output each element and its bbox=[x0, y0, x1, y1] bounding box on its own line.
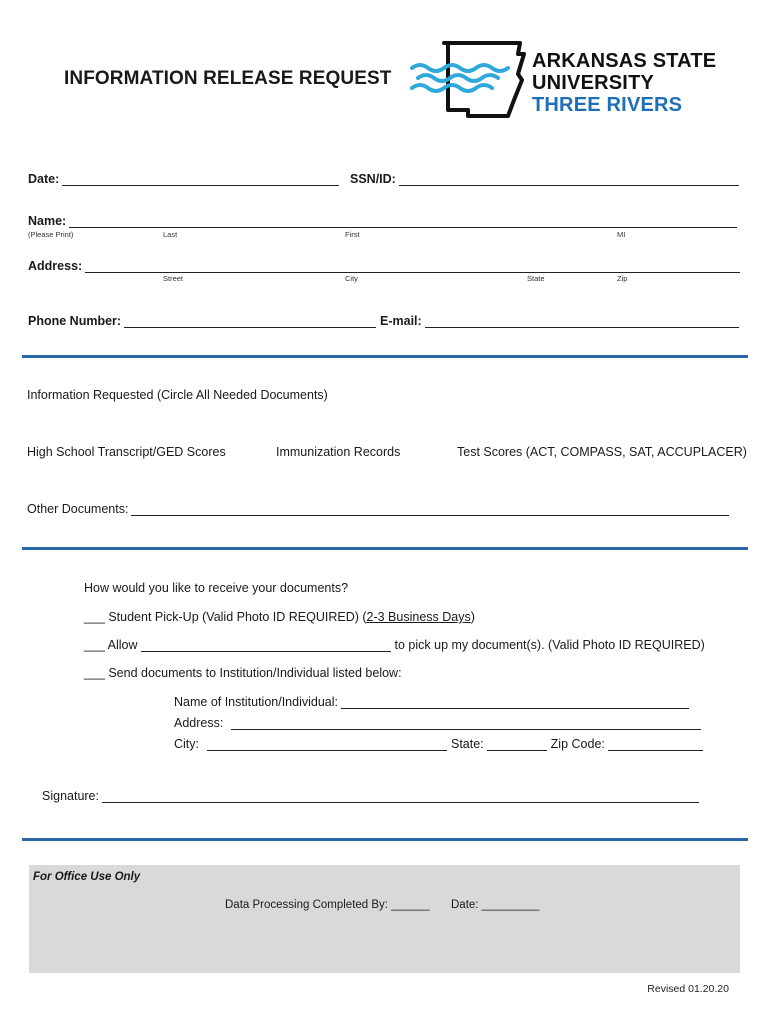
signature-label: Signature: bbox=[42, 789, 99, 803]
section-divider-2 bbox=[22, 547, 748, 550]
office-use-title: For Office Use Only bbox=[33, 871, 141, 883]
allow-suffix: to pick up my document(s). (Valid Photo ID REQUIRED) bbox=[394, 638, 705, 652]
institution-city-row bbox=[174, 737, 703, 751]
other-documents-row bbox=[27, 502, 729, 516]
ssn-label: SSN/ID: bbox=[350, 172, 396, 186]
pickup-suffix: ) bbox=[470, 610, 475, 624]
info-requested-heading: Information Requested (Circle All Needed Documents) bbox=[27, 388, 328, 402]
date-field-row bbox=[28, 172, 339, 186]
logo-line-3: THREE RIVERS bbox=[532, 94, 683, 116]
institution-city-label: City: bbox=[174, 737, 199, 751]
office-processing-field[interactable]: Data Processing Completed By: ______ bbox=[225, 899, 430, 911]
other-documents-label: Other Documents: bbox=[27, 502, 129, 516]
option-test-scores[interactable]: Test Scores (ACT, COMPASS, SAT, ACCUPLACER) bbox=[457, 445, 747, 459]
office-date-field[interactable]: Date: _________ bbox=[451, 899, 540, 911]
address-sub-city: City bbox=[345, 274, 358, 283]
email-label: E-mail: bbox=[380, 314, 422, 328]
signature-input-line[interactable] bbox=[102, 790, 699, 803]
form-title: INFORMATION RELEASE REQUEST bbox=[64, 68, 392, 89]
name-label: Name: bbox=[28, 214, 67, 228]
other-documents-input-line[interactable] bbox=[131, 503, 729, 516]
option-allow[interactable] bbox=[84, 638, 705, 652]
address-sub-state: State bbox=[527, 274, 545, 283]
pickup-days: 2-3 Business Days bbox=[366, 610, 471, 624]
institution-zip-input-line[interactable] bbox=[608, 738, 703, 751]
institution-zip-label: Zip Code: bbox=[550, 737, 605, 751]
email-input-line[interactable] bbox=[425, 315, 739, 328]
option-send-documents[interactable]: ___ Send documents to Institution/Individual listed below: bbox=[84, 666, 402, 680]
university-logo bbox=[408, 40, 748, 120]
arkansas-state-icon bbox=[408, 40, 532, 120]
institution-name-label: Name of Institution/Individual: bbox=[174, 695, 338, 709]
option-student-pickup[interactable] bbox=[84, 610, 475, 624]
institution-name-row bbox=[174, 695, 689, 709]
address-sub-street: Street bbox=[163, 274, 184, 283]
phone-field-row bbox=[28, 314, 376, 328]
name-sub-last: Last bbox=[163, 230, 178, 239]
name-sub-print: (Please Print) bbox=[28, 230, 74, 239]
name-input-line[interactable] bbox=[69, 215, 737, 228]
institution-address-row bbox=[174, 716, 701, 730]
section-divider-3 bbox=[22, 838, 748, 841]
institution-address-input-line[interactable] bbox=[231, 717, 701, 730]
pickup-prefix: ___ Student Pick-Up (Valid Photo ID REQUIRED) ( bbox=[84, 610, 367, 624]
ssn-input-line[interactable] bbox=[399, 173, 739, 186]
address-sub-zip: Zip bbox=[617, 274, 628, 283]
date-label: Date: bbox=[28, 172, 60, 186]
ssn-field-row bbox=[350, 172, 739, 186]
logo-line-2: UNIVERSITY bbox=[532, 72, 655, 94]
institution-city-input-line[interactable] bbox=[207, 738, 447, 751]
option-immunization[interactable]: Immunization Records bbox=[276, 445, 401, 459]
name-sub-first: First bbox=[345, 230, 360, 239]
address-label: Address: bbox=[28, 259, 83, 273]
institution-state-input-line[interactable] bbox=[487, 738, 547, 751]
institution-state-label: State: bbox=[451, 737, 484, 751]
logo-line-1: ARKANSAS STATE bbox=[532, 50, 717, 72]
phone-input-line[interactable] bbox=[124, 315, 376, 328]
allow-name-input-line[interactable] bbox=[141, 639, 391, 652]
section-divider-1 bbox=[22, 355, 748, 358]
institution-address-label: Address: bbox=[174, 716, 224, 730]
name-sub-mi: MI bbox=[617, 230, 626, 239]
email-field-row bbox=[380, 314, 739, 328]
option-transcript[interactable]: High School Transcript/GED Scores bbox=[27, 445, 226, 459]
institution-name-input-line[interactable] bbox=[341, 696, 689, 709]
signature-row bbox=[42, 789, 699, 803]
allow-prefix: ___ Allow bbox=[84, 638, 138, 652]
revised-date: Revised 01.20.20 bbox=[647, 983, 729, 995]
receive-question: How would you like to receive your documents? bbox=[84, 581, 349, 595]
logo-wordmark bbox=[532, 50, 716, 116]
phone-label: Phone Number: bbox=[28, 314, 122, 328]
address-field-row bbox=[28, 259, 740, 273]
date-input-line[interactable] bbox=[62, 173, 339, 186]
name-field-row bbox=[28, 214, 737, 228]
address-input-line[interactable] bbox=[85, 260, 740, 273]
